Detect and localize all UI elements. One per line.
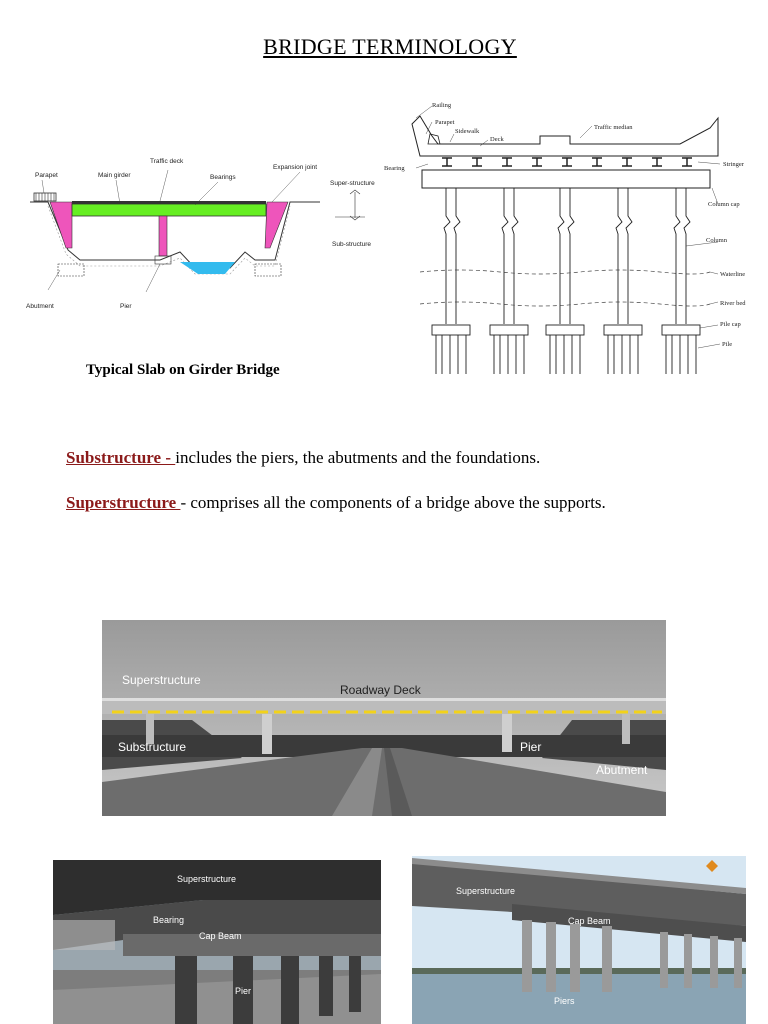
label-traffic-deck: Traffic deck [150, 158, 184, 165]
bridge-cross-section-diagram [380, 96, 768, 378]
waterline-line [420, 270, 710, 274]
photo2-label-bearing: Bearing [153, 915, 185, 925]
photo2-label-cap-beam: Cap Beam [199, 931, 242, 941]
diagram-caption: Typical Slab on Girder Bridge [86, 362, 280, 378]
water-shape [180, 262, 235, 274]
label-sidewalk: Sidewalk [455, 128, 480, 135]
label-parapet-2: Parapet [435, 119, 455, 126]
label-deck: Deck [490, 136, 504, 143]
label-main-girder: Main girder [98, 172, 131, 179]
photo1-label-substructure: Substructure [118, 740, 187, 754]
photo3-label-piers: Piers [554, 996, 575, 1006]
photo1-label-pier: Pier [520, 740, 542, 754]
slab-on-girder-diagram [20, 150, 380, 350]
label-parapet: Parapet [35, 172, 58, 179]
label-column-cap: Column cap [708, 201, 740, 208]
label-railing: Railing [432, 102, 452, 109]
label-pile-cap: Pile cap [720, 321, 741, 328]
piles [436, 335, 696, 374]
label-super-structure: Super-structure [330, 180, 375, 187]
definition-superstructure-text: - comprises all the components of a bridge above the supports. [180, 493, 606, 512]
pier-shape [159, 216, 167, 256]
definition-superstructure [66, 493, 606, 513]
photo1-label-superstructure: Superstructure [122, 673, 201, 687]
photo3-label-cap-beam: Cap Beam [568, 916, 611, 926]
column-cap-shape [422, 170, 710, 188]
label-column: Column [706, 237, 727, 244]
water-bridge-photo [412, 856, 746, 1024]
label-bearing: Bearing [384, 165, 405, 172]
photo2-label-pier: Pier [235, 986, 252, 996]
label-sub-structure: Sub-structure [332, 241, 372, 248]
label-pile: Pile [722, 341, 733, 348]
overpass-photo [102, 620, 666, 816]
photo1-label-roadway-deck: Roadway Deck [340, 683, 421, 697]
label-expansion-joint: Expansion joint [273, 164, 318, 171]
main-girder-shape [72, 204, 266, 216]
traffic-deck-shape [72, 201, 266, 204]
photo2-label-superstructure: Superstructure [177, 874, 237, 884]
label-traffic-median: Traffic median [594, 124, 633, 131]
label-stringer: Stringer [723, 161, 744, 168]
term-superstructure: Superstructure [66, 493, 181, 512]
label-abutment: Abutment [26, 303, 54, 310]
label-river-bed: River bed [720, 300, 746, 307]
label-pier: Pier [120, 303, 132, 310]
stringers [442, 158, 692, 166]
definition-substructure [66, 448, 540, 468]
page-title: BRIDGE TERMINOLOGY [263, 34, 517, 59]
term-substructure: Substructure - [66, 448, 176, 467]
label-waterline: Waterline [720, 271, 746, 278]
deck-section [412, 116, 718, 156]
definition-substructure-text: includes the piers, the abutments and the foundations. [175, 448, 541, 467]
river-bed-line [420, 302, 710, 306]
photo3-label-superstructure: Superstructure [456, 886, 516, 896]
pile-caps [432, 325, 700, 335]
label-bearings: Bearings [210, 174, 236, 181]
photo1-label-abutment: Abutment [596, 763, 648, 777]
underside-photo [53, 860, 381, 1024]
